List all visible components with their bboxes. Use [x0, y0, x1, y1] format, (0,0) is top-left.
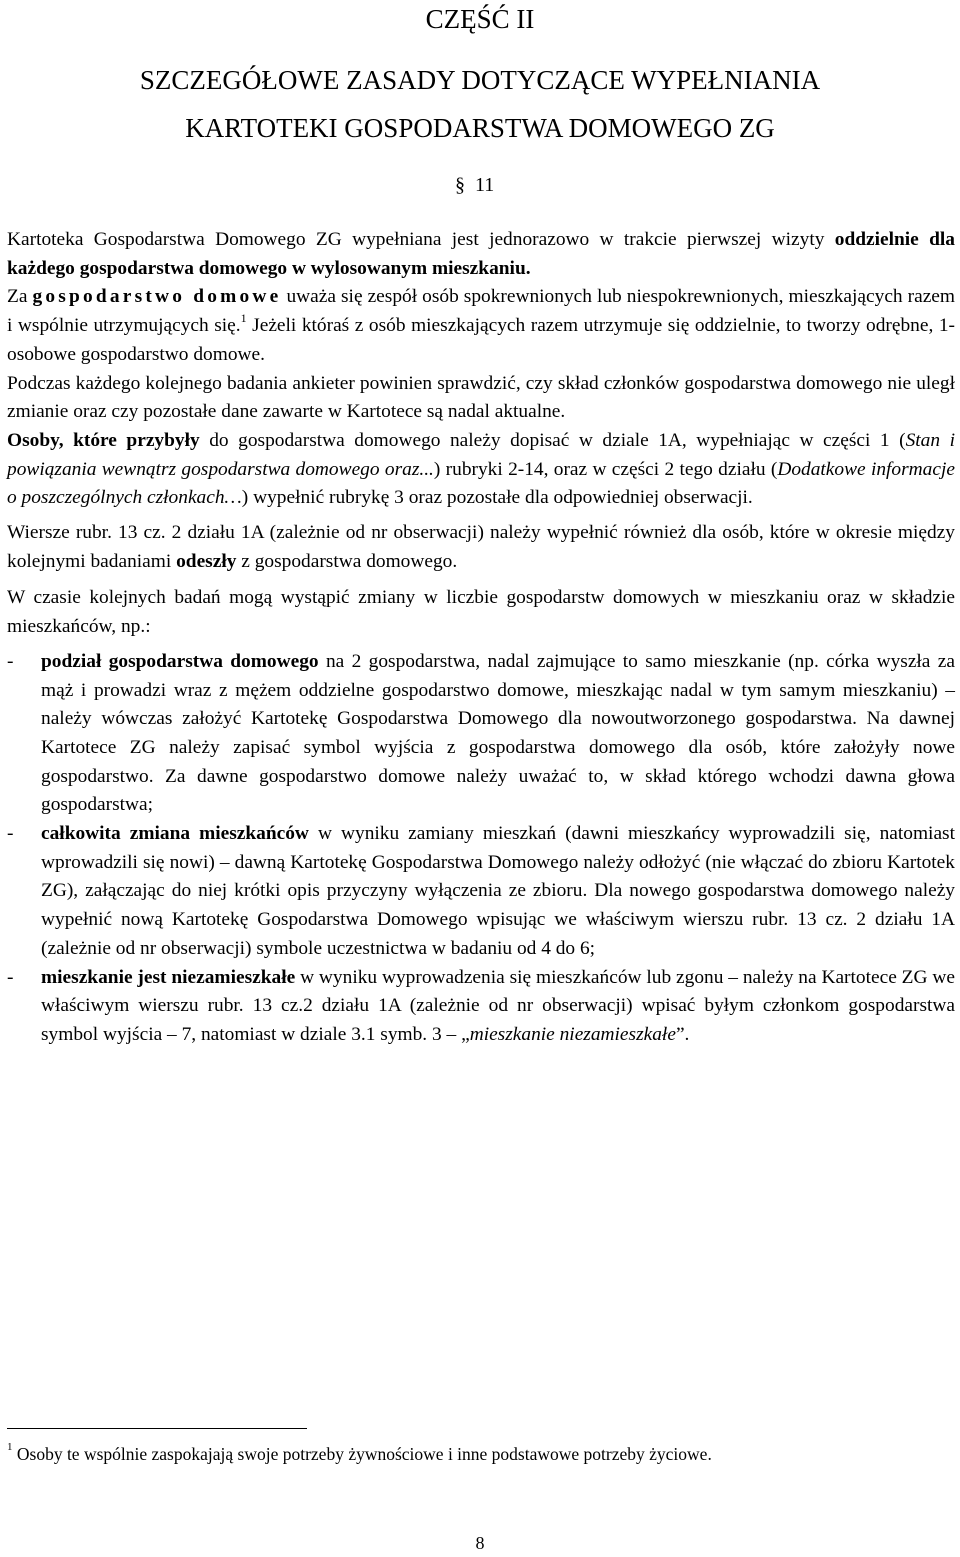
document-body	[7, 226, 955, 1050]
list-item-text: na 2 gospodarstwa, nadal zajmujące to samo mieszkanie (np. córka wyszła za mąż i prowadzi wraz z mężem oddzielne gospodarstwo domowe, mieszkając nadal w tym samym mieszkaniu) – należy wówczas założyć Kartotekę Gospodarstwa Domowego dla nowoutworzonego gospodarstwa. Na dawnej Kartotece ZG należy zapisać symbol wyjścia z gospodarstwa domowego dla osób, które założyły nowe gospodarstwo. Za dawne gospodarstwo domowe należy uważać to, w skład którego wchodzi dawna głowa gospodarstwa;	[41, 650, 955, 816]
document-title-line-1: SZCZEGÓŁOWE ZASADY DOTYCZĄCE WYPEŁNIANIA	[139, 65, 821, 95]
section-sign: §	[455, 174, 465, 196]
section-number-value: 11	[475, 174, 495, 196]
paragraph-4	[7, 427, 955, 513]
section-number	[455, 171, 494, 199]
paragraph-4-italic-2: Dodatkowe informacje o poszczególnych członkach…	[7, 458, 955, 509]
list-dash: -	[7, 823, 14, 845]
footnote-text: Osoby te wspólnie zaspokajają swoje potrzeby żywnościowe i inne podstawowe potrzeby życiowe.	[12, 1444, 712, 1464]
list-item-bold: mieszkanie jest niezamieszkałe	[41, 966, 296, 988]
paragraph-4-text-b: ) rubryki 2-14, oraz w części 2 tego działu (	[433, 458, 778, 480]
list-item	[7, 964, 955, 1050]
change-examples-list	[7, 648, 955, 1050]
paragraph-4-text-c: ) wypełnić rubrykę 3 oraz pozostałe dla odpowiedniej obserwacji.	[241, 487, 753, 509]
part-heading: CZĘŚĆ II	[425, 4, 535, 34]
paragraph-4-text-a: do gospodarstwa domowego należy dopisać w dziale 1A, wypełniając w części 1 (	[199, 429, 906, 451]
list-item-end: ”.	[675, 1023, 690, 1045]
footnote-separator	[7, 1428, 307, 1429]
paragraph-2-text-b: uważa się zespół osób spokrewnionych lub niespokrewnionych, mieszkających razem i wspólnie utrzymujących się.	[7, 286, 955, 337]
list-item-text: w wyniku zamiany mieszkań (dawni mieszkańcy wyprowadzili się, natomiast wprowadzili się nowi) – dawną Kartotekę Gospodarstwa Domowego należy odłożyć (nie włączać do zbioru Kartotek ZG), załączając do niej krótki opis przyczyny wyłączenia ze zbioru. Dla nowego gospodarstwa domowego należy wypełnić nową Kartotekę Gospodarstwa Domowego wpisując we właściwym wierszu rubr. 13 cz. 2 działu 1A (zależnie od nr obserwacji) symbole uczestnictwa w badaniu od 4 do 6;	[41, 823, 955, 959]
footnote	[7, 1442, 712, 1466]
list-item-italic: mieszkanie niezamieszkałe	[469, 1023, 676, 1045]
list-item-bold: całkowita zmiana mieszkańców	[41, 823, 309, 845]
paragraph-2-text-a: Za	[7, 286, 33, 308]
paragraph-2	[7, 283, 955, 369]
paragraph-5-text-a: Wiersze rubr. 13 cz. 2 działu 1A (zależnie od nr obserwacji) należy wypełnić również dla osób, które w okresie między kolejnymi badaniami	[7, 522, 955, 572]
paragraph-5	[7, 519, 955, 576]
paragraph-1-bold: oddzielnie dla każdego gospodarstwa domowego w wylosowanym mieszkaniu.	[7, 229, 955, 279]
list-item-bold: podział gospodarstwa domowego	[41, 650, 319, 672]
paragraph-1-text: Kartoteka Gospodarstwa Domowego ZG wypełniana jest jednorazowo w trakcie pierwszej wizyty	[7, 229, 835, 250]
paragraph-5-text-b: z gospodarstwa domowego.	[236, 550, 458, 572]
document-title-line-2: KARTOTEKI GOSPODARSTWA DOMOWEGO ZG	[185, 113, 775, 143]
list-dash: -	[7, 650, 14, 672]
list-item	[7, 648, 955, 820]
paragraph-1	[7, 226, 955, 283]
paragraph-3: Podczas każdego kolejnego badania ankieter powinien sprawdzić, czy skład członków gospodarstwa domowego nie uległ zmianie oraz czy pozostałe dane zawarte w Kartotece są nadal aktualne.	[7, 372, 955, 423]
page-number: 8	[475, 1533, 485, 1553]
list-dash: -	[7, 966, 14, 988]
footnote-reference[interactable]: 1	[240, 310, 247, 325]
footnote-number: 1	[7, 1441, 13, 1454]
term-household: gospodarstwo domowe	[32, 286, 282, 308]
paragraph-2-text-c: Jeżeli któraś z osób mieszkających razem utrzymuje się oddzielnie, to tworzy odrębne, 1-osobowe gospodarstwo domowe.	[7, 315, 955, 365]
paragraph-4-italic-1: Stan i powiązania wewnątrz gospodarstwa domowego oraz...	[7, 429, 955, 480]
paragraph-6: W czasie kolejnych badań mogą wystąpić zmiany w liczbie gospodarstw domowych w mieszkaniu oraz w składzie mieszkańców, np.:	[7, 587, 955, 638]
list-item	[7, 820, 955, 964]
paragraph-5-bold: odeszły	[176, 550, 237, 572]
list-item-text: w wyniku wyprowadzenia się mieszkańców lub zgonu – należy na Kartotece ZG we właściwym wierszu rubr. 13 cz.2 działu 1A (zależnie od nr obserwacji) wpisać byłym członkom gospodarstwa symbol wyjścia – 7, natomiast w dziale 3.1 symb. 3 – „	[41, 966, 955, 1045]
paragraph-4-bold: Osoby, które przybyły	[7, 429, 200, 451]
